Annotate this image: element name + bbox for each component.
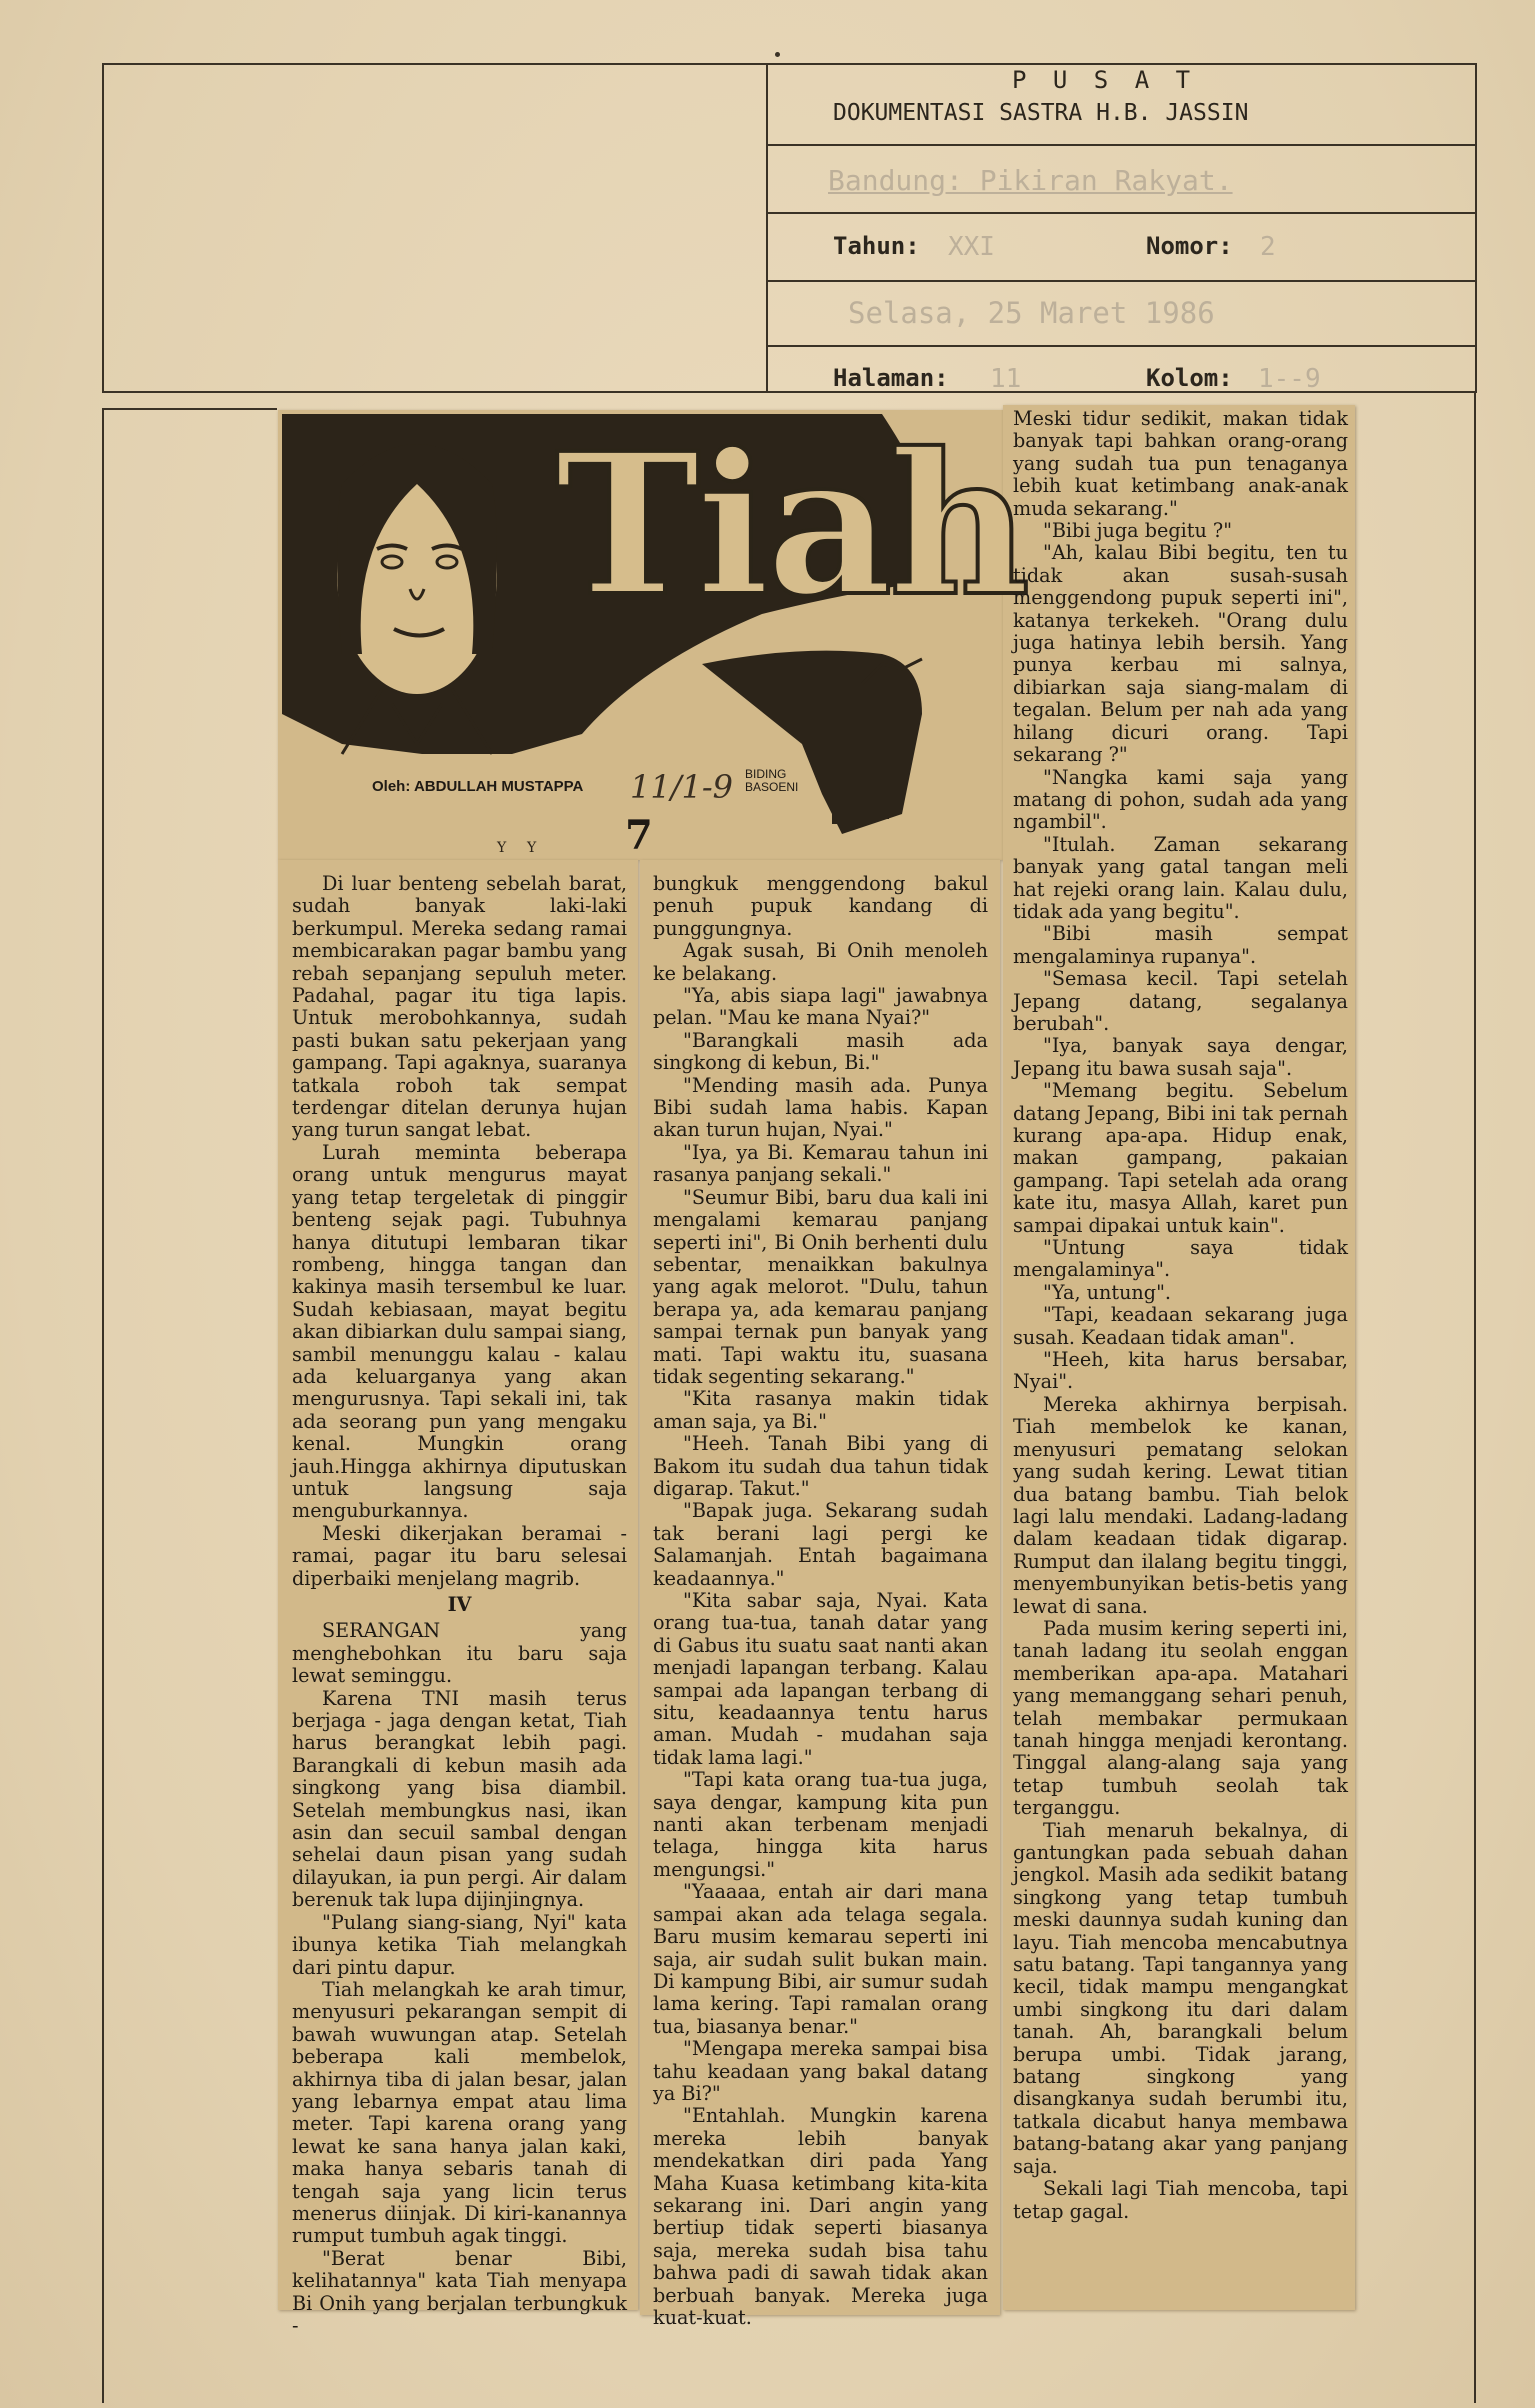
tahun-value: XXI: [948, 232, 995, 262]
paragraph: "Entahlah. Mungkin karena mereka lebih banyak mendekatkan diri pada Yang Maha Kuasa ketimbang kita-kita sekarang ini. Dari angin yang bertiup tidak seperti biasanya saja, mereka sudah bisa tahu bahwa padi di sawah tidak akan berbuah banyak. Mereka juga kuat-kuat.: [653, 2104, 988, 2329]
halaman-value: 11: [990, 364, 1022, 394]
paragraph: SERANGAN yang menghebohkan itu baru saja lewat seminggu.: [292, 1619, 627, 1688]
paragraph: "Barangkali masih ada singkong di kebun, Bi.": [653, 1028, 988, 1075]
paragraph: Pada musim kering seperti ini, tanah ladang itu seolah enggan memberikan apa-apa. Matahari yang memanggang sehari penuh, telah membakar permukaan tanah hingga menjadi kerontang. Tinggal alang-alang saja yang tetap tumbuh seolah tak terganggu.: [1013, 1616, 1348, 1820]
episode-number: 7: [625, 812, 653, 859]
paragraph: "Ya, abis siapa lagi" jawabnya pelan. "Mau ke mana Nyai?": [653, 984, 988, 1030]
source-stamp: Bandung: Pikiran Rakyat.: [828, 164, 1233, 197]
paragraph: Sekali lagi Tiah mencoba, tapi tetap gagal.: [1013, 2177, 1348, 2223]
paragraph: "Semasa kecil. Tapi setelah Jepang datang, segalanya berubah".: [1013, 967, 1348, 1035]
paragraph: Agak susah, Bi Onih menoleh ke belakang.: [653, 939, 988, 985]
header-divider: [766, 63, 768, 393]
paragraph: Meski tidur sedikit, makan tidak banyak tapi bahkan orang-orang yang sudah tua pun tenaganya lebih kuat ketimbang anak-anak muda sekarang.": [1013, 407, 1348, 520]
illustrator-signature: BIDING BASOENI: [745, 767, 799, 794]
paragraph: Lurah meminta beberapa orang untuk mengurus mayat yang tetap tergeletak di pinggir benteng sejak pagi. Tubuhnya hanya ditutupi lembaran tikar rombeng, hingga tangan dan kakinya masih tersembul ke luar. Sudah kebiasaan, mayat begitu akan dibiarkan dulu sampai siang, sambil menunggu kalau - kalau ada keluarganya yang akan mengurusnya. Tapi sekali ini, tak ada seorang pun yang mengaku kenal. Mungkin orang jauh.Hingga akhirnya diputuskan untuk langsung saja menguburkannya.: [292, 1140, 627, 1523]
paragraph: "Untung saya tidak mengalaminya".: [1013, 1236, 1348, 1282]
column-1: [292, 872, 627, 2337]
section-heading: IV: [447, 1593, 472, 1616]
paragraph: "Mending masih ada. Punya Bibi sudah lama habis. Kapan akan turun hujan, Nyai.": [653, 1073, 988, 1142]
date-stamp: Selasa, 25 Maret 1986: [848, 296, 1215, 330]
nomor-value: 2: [1260, 232, 1276, 262]
paragraph: "Berat benar Bibi, kelihatannya" kata Tiah menyapa Bi Onih yang berjalan terbungkuk -: [292, 2246, 627, 2337]
paragraph: "Mengapa mereka sampai bisa tahu keadaan yang bakal datang ya Bi?": [653, 2037, 988, 2105]
column-3: [1013, 408, 1348, 2303]
paragraph: "Pulang siang-siang, Nyi" kata ibunya ketika Tiah melangkah dari pintu dapur.: [292, 1910, 627, 1979]
hole-dot: [775, 52, 780, 57]
paragraph: Tiah melangkah ke arah timur, menyusuri pekarangan sempit di bawah wuwungan atap. Setelah beberapa kali membelok, akhirnya tiba di jalan besar, jalan yang lebarnya empat atau lima meter. Tapi karena orang yang lewat ke sana hanya jalan kaki, maka hanya sebaris tanah di tengah saja yang licin terus menerus diinjak. Di kiri-kanannya rumput tumbuh agak tinggi.: [292, 1977, 627, 2248]
article-title: Tiah: [555, 410, 1027, 639]
paragraph: "Nangka kami saja yang matang di pohon, sudah ada yang ngambil".: [1013, 765, 1348, 834]
halaman-label: Halaman:: [833, 364, 949, 392]
handwritten-ref: 11/1-9: [630, 768, 734, 806]
paragraph: "Bibi juga begitu ?": [1043, 519, 1233, 543]
byline: Oleh: ABDULLAH MUSTAPPA: [372, 778, 584, 795]
paragraph: "Iya, ya Bi. Kemarau tahun ini rasanya panjang sekali.": [653, 1140, 988, 1187]
paragraph: "Ah, kalau Bibi begitu, ten tu tidak akan susah-susah menggendong pupuk seperti ini", katanya terkekeh. "Orang dulu juga hatinya lebih bersih. Yang punya kerbau mi salnya, dibiarkan saja siang-malam di tegalan. Belum per nah ada yang hilang dicuri orang. Tapi sekarang ?": [1013, 541, 1348, 767]
paragraph: "Yaaaaa, entah air dari mana sampai akan ada telaga segala. Baru musim kemarau seperti ini saja, air sudah sulit bukan main. Di kampung Bibi, air sumur sudah lama kering. Tapi ramalan orang tua, biasanya benar.": [653, 1880, 988, 2038]
catalog-header-box: [102, 63, 1477, 393]
paragraph: "Bapak juga. Sekarang sudah tak berani lagi pergi ke Salamanjah. Entah bagaimana keadaannya.": [653, 1499, 988, 1590]
tahun-label: Tahun:: [833, 232, 920, 260]
paragraph: "Kita sabar saja, Nyai. Kata orang tua-tua, tanah datar yang di Gabus itu suatu saat nanti akan menjadi lapangan terbang. Kalau sampai ada lapangan terbang di situ, keadaannya tentu harus aman. Mudah - mudahan saja tidak lama lagi.": [653, 1589, 988, 1769]
paragraph: Tiah menaruh bekalnya, di gantungkan pada sebuah dahan jengkol. Masih ada sedikit batang singkong yang tetap tumbuh meski daunnya sudah kuning dan layu. Tiah mencoba mencabutnya satu batang. Tapi tangannya yang kecil, tidak mampu mengangkat umbi singkong itu dari dalam tanah. Ah, barangkali belum berupa umbi. Tidak jarang, batang singkong yang disangkanya sudah berumbi itu, tatkala dicabut hanya membawa batang-batang akar yang panjang saja.: [1013, 1818, 1348, 2178]
paragraph: "Bibi masih sempat mengalaminya rupanya".: [1013, 922, 1348, 968]
paragraph: "Ya, untung".: [1043, 1280, 1171, 1304]
paragraph: "Itulah. Zaman sekarang banyak yang gatal tangan meli hat rejeki orang lain. Kalau dulu, tidak ada yang begitu".: [1013, 832, 1348, 923]
paragraph: "Seumur Bibi, baru dua kali ini mengalami kemarau panjang seperti ini", Bi Onih berhenti dulu sebentar, menaikkan bakulnya yang agak melorot. "Dulu, tahun berapa ya, ada kemarau panjang sampai ternak pun banyak yang mati. Tapi waktu itu, suasana tidak segenting sekarang.": [653, 1185, 988, 1388]
paragraph: "Heeh, kita harus bersabar, Nyai".: [1013, 1348, 1348, 1394]
svg-text:Y: Y: [527, 840, 537, 856]
paragraph: "Memang begitu. Sebelum datang Jepang, Bibi ini tak pernah kurang apa-apa. Hidup enak, makan gampang, pakaian gampang. Tapi setelah ada orang kate itu, masya Allah, karet pun sampai dipakai untuk kain".: [1013, 1079, 1348, 1237]
column-2: [653, 872, 988, 2329]
paragraph: "Tapi kata orang tua-tua juga, saya dengar, kampung kita pun nanti akan terbenam menjadi telaga, hingga kita harus mengungsi.": [653, 1768, 988, 1881]
paragraph: bungkuk menggendong bakul penuh pupuk kandang di punggungnya.: [653, 872, 988, 940]
kolom-value: 1--9: [1258, 364, 1321, 394]
paragraph: "Heeh. Tanah Bibi yang di Bakom itu sudah dua tahun tidak digarap. Takut.": [653, 1432, 988, 1500]
paragraph: "Kita rasanya makin tidak aman saja, ya Bi.": [653, 1387, 988, 1433]
header-line1: P U S A T: [1012, 66, 1197, 94]
paragraph: Di luar benteng sebelah barat, sudah banyak laki-laki berkumpul. Mereka sedang ramai membicarakan pagar bambu yang rebah sepanjang sepuluh meter. Padahal, pagar itu tiga lapis. Untuk merobohkannya, sudah pasti bukan satu pekerjaan yang gampang. Tapi agaknya, suaranya tatkala roboh tak sempat terdengar ditelan derunya hujan yang turun sangat lebat.: [292, 872, 627, 1142]
nomor-label: Nomor:: [1146, 232, 1233, 260]
kolom-label: Kolom:: [1146, 364, 1233, 392]
paragraph: Meski dikerjakan beramai - ramai, pagar itu baru selesai diperbaiki menjelang magrib.: [292, 1521, 627, 1590]
paragraph: "Iya, banyak saya dengar, Jepang itu bawa susah saja".: [1013, 1034, 1348, 1080]
paragraph: Mereka akhirnya berpisah. Tiah membelok ke kanan, menyusuri pematang selokan yang sudah kering. Lewat titian dua batang bambu. Tiah belok lagi lalu mendaki. Ladang-ladang dalam keadaan tidak digarap. Rumput dan ilalang begitu tinggi, menyembunyikan betis-betis yang lewat di sana.: [1013, 1392, 1348, 1618]
svg-text:Y: Y: [497, 840, 507, 856]
header-line2: DOKUMENTASI SASTRA H.B. JASSIN: [833, 100, 1249, 126]
paragraph: "Tapi, keadaan sekarang juga susah. Keadaan tidak aman".: [1013, 1303, 1348, 1349]
paragraph: Karena TNI masih terus berjaga - jaga dengan ketat, Tiah harus berangkat lebih pagi. Barangkali di kebun masih ada singkong yang bisa diambil. Setelah membungkus nasi, ikan asin dan secuil sambal dengan sehelai daun pisan yang sudah dilayukan, ia pun pergi. Air dalam berenuk tak lupa dijinjingnya.: [292, 1686, 627, 1912]
